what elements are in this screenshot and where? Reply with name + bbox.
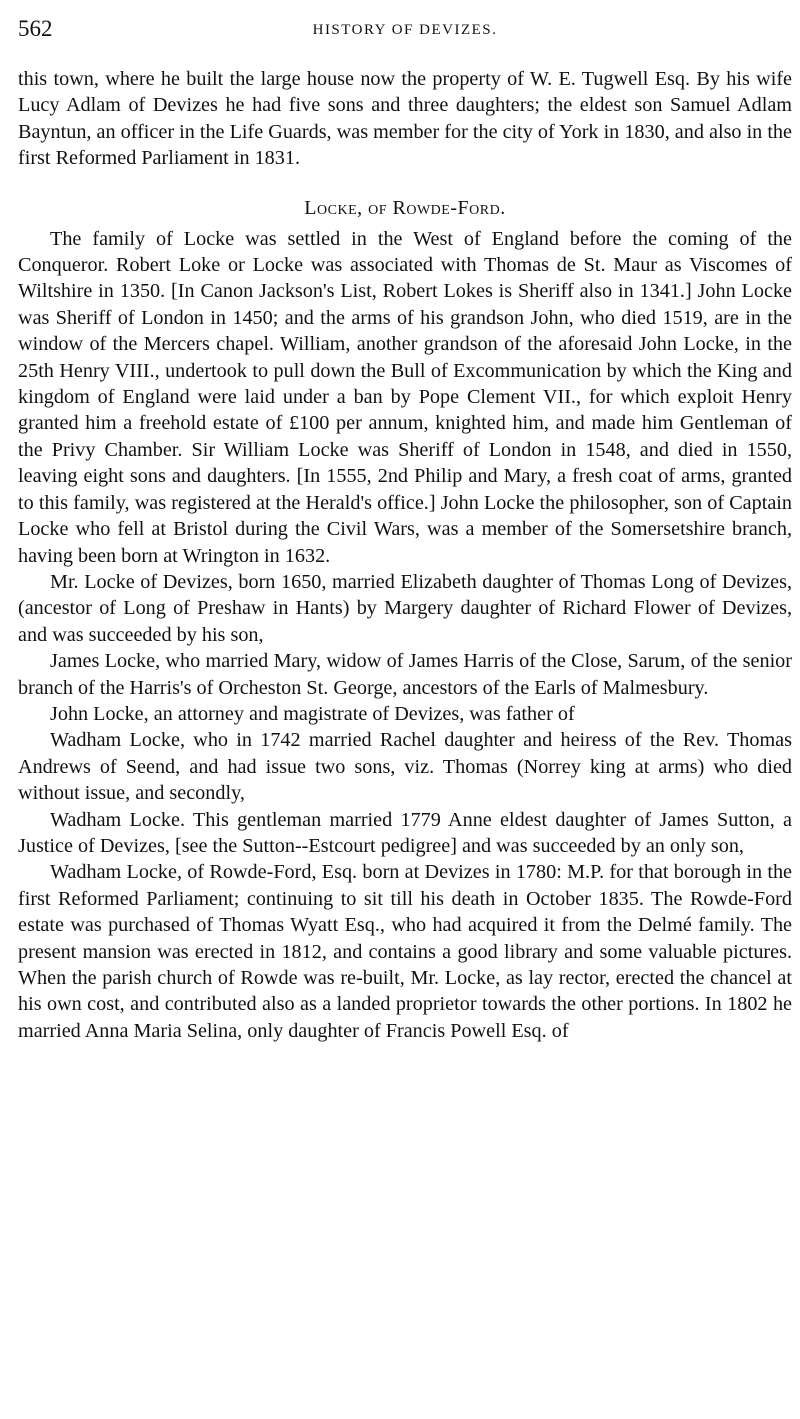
paragraph-mr-locke: Mr. Locke of Devizes, born 1650, married Elizabeth daughter of Thomas Long of Devizes, (ancestor of Long of Preshaw in Hants) by Margery daughter of Richard Flower of Devizes, and was succeeded by his son, [18, 570, 792, 646]
paragraph-continued: this town, where he built the large house now the property of W. E. Tugwell Esq. By his wife Lucy Adlam of Devizes he had five sons and three daughters; the eldest son Samuel Adlam Bayntun, an officer in the Life Guards, was member for the city of York in 1830, and also in the first Reformed Parliament in 1831. [18, 68, 792, 170]
body-text [18, 66, 792, 1044]
book-page [18, 0, 792, 1419]
running-head [18, 14, 792, 50]
paragraph-family-history: The family of Locke was settled in the West of England before the coming of the Conqueror. Robert Loke or Locke was associated with Thomas de St. Maur as Viscomes of Wiltshire in 1350. [In Canon Jackson's List, Robert Lokes is Sheriff also in 1341.] John Locke was Sheriff of London in 1450; and the arms of his grandson John, who died 1519, are in the window of the Mercers chapel. William, another grandson of the aforesaid John Locke, in the 25th Henry VIII., undertook to pull down the Bull of Excommunication by which the King and kingdom of England were laid under a ban by Pope Clement VII., for which exploit Henry granted him a freehold estate of £100 per annum, knighted him, and made him Gentleman of the Privy Chamber. Sir William Locke was Sheriff of London in 1548, and died in 1550, leaving eight sons and daughters. [In 1555, 2nd Philip and Mary, a fresh coat of arms, granted to this family, was registered at the Herald's office.] John Locke the philosopher, son of Captain Locke who fell at Bristol during the Civil Wars, was a member of the Somersetshire branch, having been born at Wrington in 1632. [18, 227, 792, 567]
running-title: HISTORY OF DEVIZES. [312, 22, 498, 38]
paragraph-wadham-locke-1779: Wadham Locke. This gentleman married 1779 Anne eldest daughter of James Sutton, a Justice of Devizes, [see the Sutton--Estcourt pedigree] and was succeeded by an only son, [18, 808, 792, 857]
paragraph-wadham-locke-rowde-ford: Wadham Locke, of Rowde-Ford, Esq. born at Devizes in 1780: M.P. for that borough in the first Reformed Parliament; continuing to sit till his death in October 1835. The Rowde-Ford estate was purchased of Thomas Wyatt Esq., who had acquired it from the Delmé family. The present mansion was erected in 1812, and contains a good library and some valuable pictures. When the parish church of Rowde was re-built, Mr. Locke, as lay rector, erected the chancel at his own cost, and contributed also as a landed proprietor towards the other portions. In 1802 he married Anna Maria Selina, only daughter of Francis Powell Esq. of [18, 861, 792, 1042]
paragraph-john-locke: John Locke, an attorney and magistrate of Devizes, was father of [50, 702, 575, 725]
paragraph-james-locke: James Locke, who married Mary, widow of James Harris of the Close, Sarum, of the senior branch of the Harris's of Orcheston St. George, ancestors of the Earls of Malmesbury. [18, 650, 792, 699]
paragraph-wadham-locke-1742: Wadham Locke, who in 1742 married Rachel daughter and heiress of the Rev. Thomas Andrews of Seend, and had issue two sons, viz. Thomas (Norrey king at arms) who died without issue, and secondly, [18, 729, 792, 805]
section-heading: Locke, of Rowde-Ford. [304, 196, 506, 219]
page-number: 562 [18, 16, 53, 41]
